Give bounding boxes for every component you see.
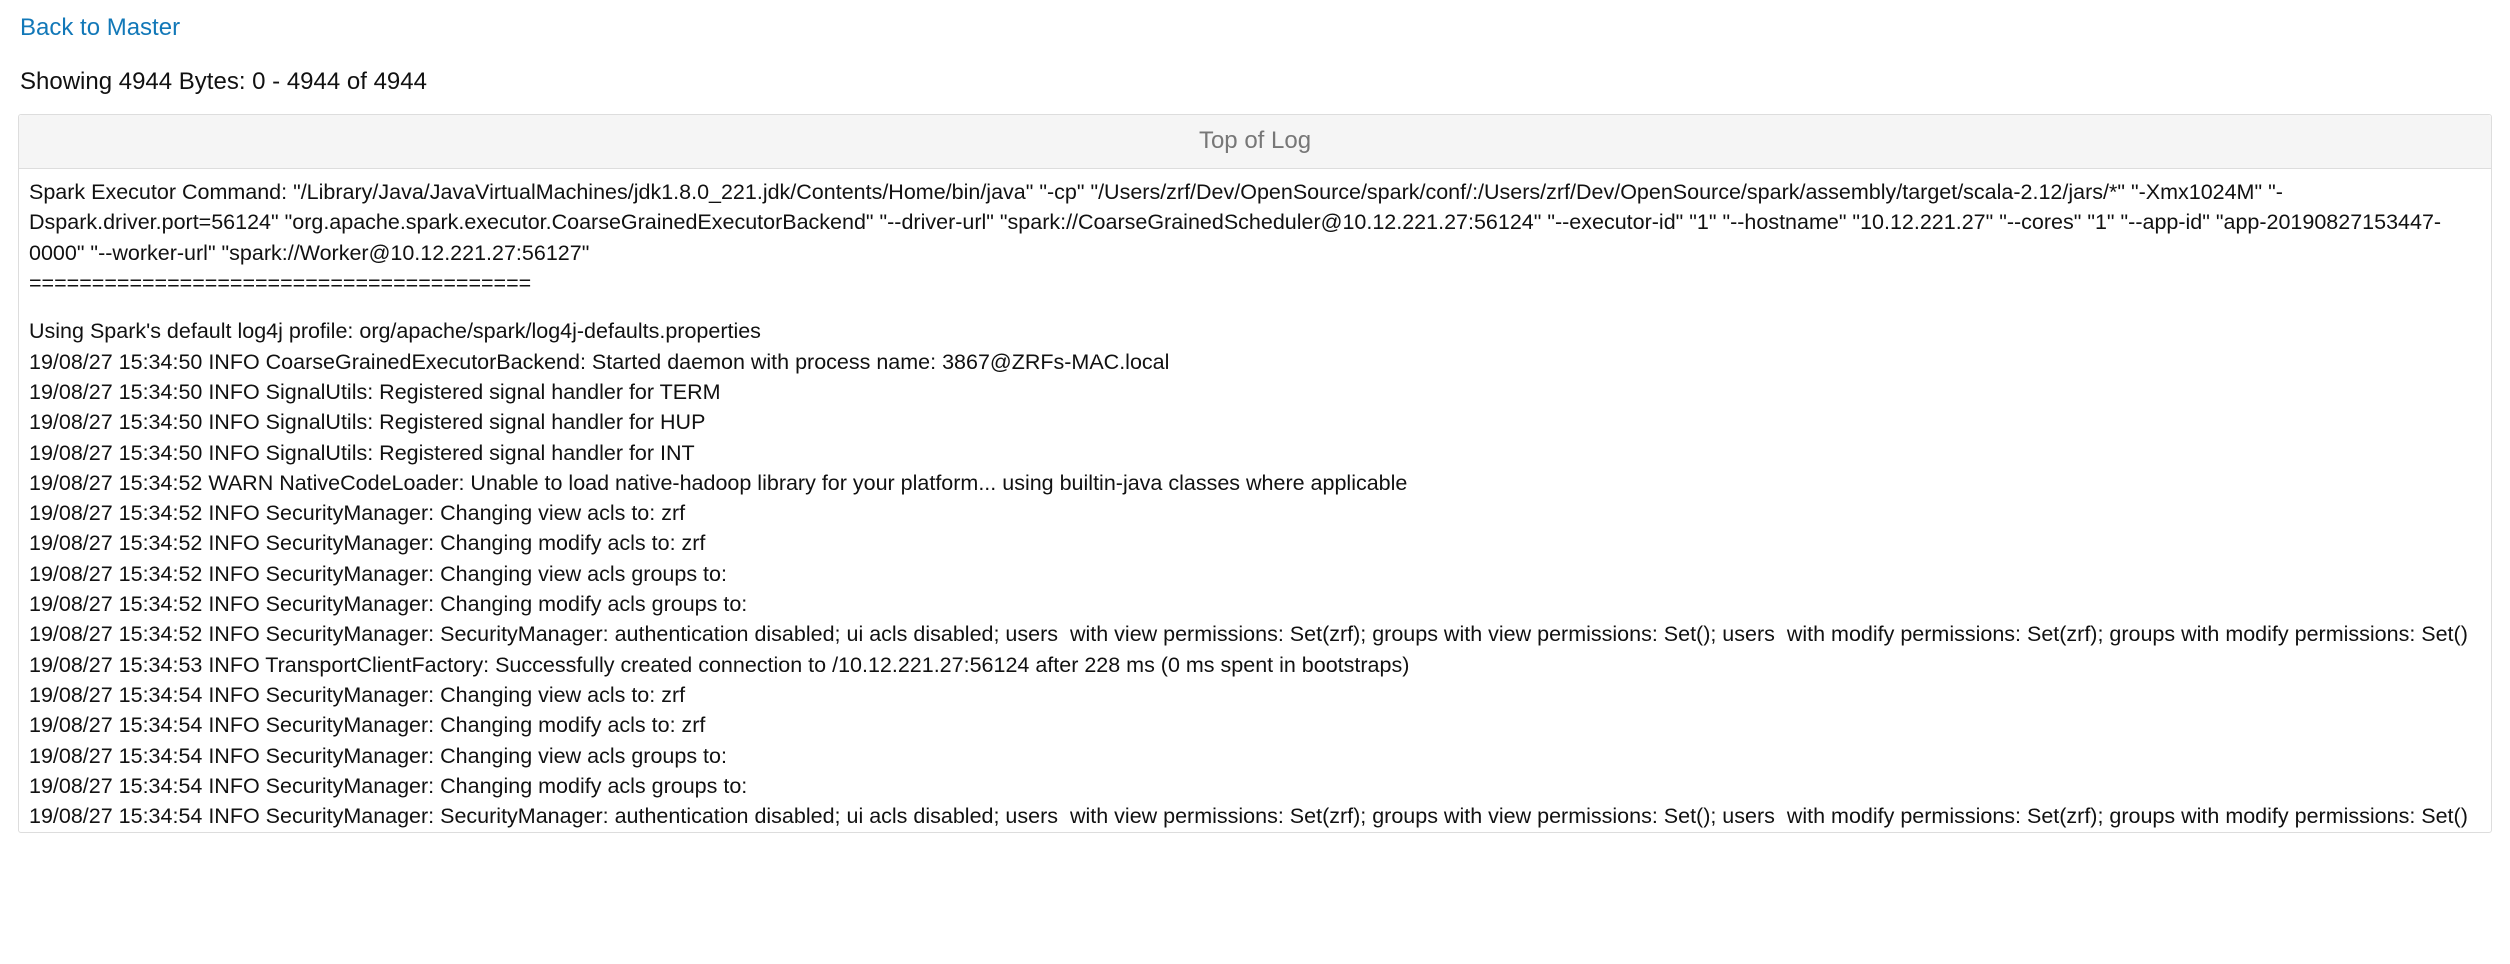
log-content[interactable] — [19, 169, 2491, 832]
log-line: 19/08/27 15:34:53 INFO TransportClientFactory: Successfully created connection to /10.12.221.27:56124 after 228 ms (0 ms spent in bootstraps) — [29, 652, 1410, 677]
log-line: Spark Executor Command: "/Library/Java/JavaVirtualMachines/jdk1.8.0_221.jdk/Contents/Home/bin/java" "-cp" "/Users/zrf/Dev/OpenSource/spark/conf/:/Users/zrf/Dev/OpenSource/spark/assembly/target/scala-2.12/jars/*" "-Xmx1024M" "-Dspark.driver.port=56124" "org.apache.spark.executor.CoarseGrainedExecutorBackend" "--driver-url" "spark://CoarseGrainedScheduler@10.12.221.27:56124" "--executor-id" "1" "--hostname" "10.12.221.27" "--cores" "1" "--app-id" "app-20190827153447-0000" "--worker-url" "spark://Worker@10.12.221.27:56127" — [29, 180, 2442, 265]
log-line: 19/08/27 15:34:52 INFO SecurityManager: Changing view acls to: zrf — [29, 501, 686, 526]
log-line: Using Spark's default log4j profile: org/apache/spark/log4j-defaults.properties — [29, 319, 761, 344]
log-line: 19/08/27 15:34:50 INFO CoarseGrainedExecutorBackend: Started daemon with process name: 3867@ZRFs-MAC.local — [29, 349, 1170, 374]
log-line: 19/08/27 15:34:50 INFO SignalUtils: Registered signal handler for HUP — [29, 410, 706, 435]
log-line: 19/08/27 15:34:50 INFO SignalUtils: Registered signal handler for INT — [29, 440, 695, 465]
log-panel-header[interactable]: Top of Log — [19, 115, 2491, 169]
log-line: 19/08/27 15:34:50 INFO SignalUtils: Registered signal handler for TERM — [29, 379, 721, 404]
log-line: 19/08/27 15:34:54 INFO SecurityManager: SecurityManager: authentication disabled; ui acls disabled; users with view permissions: Set(zrf); groups with view permissions: Set(); users with modify permissions: Set(zrf); groups with modify permissions: Set() — [29, 804, 2468, 829]
log-line: 19/08/27 15:34:52 INFO SecurityManager: Changing view acls groups to: — [29, 561, 727, 586]
log-line: 19/08/27 15:34:52 WARN NativeCodeLoader: Unable to load native-hadoop library for your platform... using builtin-java classes where applicable — [29, 470, 1408, 495]
log-line — [29, 298, 2481, 316]
log-line: 19/08/27 15:34:52 INFO SecurityManager: Changing modify acls groups to: — [29, 592, 748, 617]
showing-bytes-status: Showing 4944 Bytes: 0 - 4944 of 4944 — [20, 68, 427, 95]
log-line: ======================================== — [29, 270, 532, 295]
log-line: 19/08/27 15:34:52 INFO SecurityManager: Changing modify acls to: zrf — [29, 531, 706, 556]
log-line: 19/08/27 15:34:54 INFO SecurityManager: Changing modify acls to: zrf — [29, 713, 706, 738]
log-panel — [18, 114, 2492, 833]
log-line: 19/08/27 15:34:54 INFO SecurityManager: Changing view acls to: zrf — [29, 683, 686, 707]
back-to-master-link[interactable]: Back to Master — [20, 14, 181, 41]
log-line: 19/08/27 15:34:54 INFO SecurityManager: Changing modify acls groups to: — [29, 773, 748, 798]
log-line: 19/08/27 15:34:52 INFO SecurityManager: SecurityManager: authentication disabled; ui acls disabled; users with view permissions: Set(zrf); groups with view permissions: Set(); users with modify permissions: Set(zrf); groups with modify permissions: Set() — [29, 622, 2468, 647]
log-line: 19/08/27 15:34:54 INFO SecurityManager: Changing view acls groups to: — [29, 743, 727, 768]
